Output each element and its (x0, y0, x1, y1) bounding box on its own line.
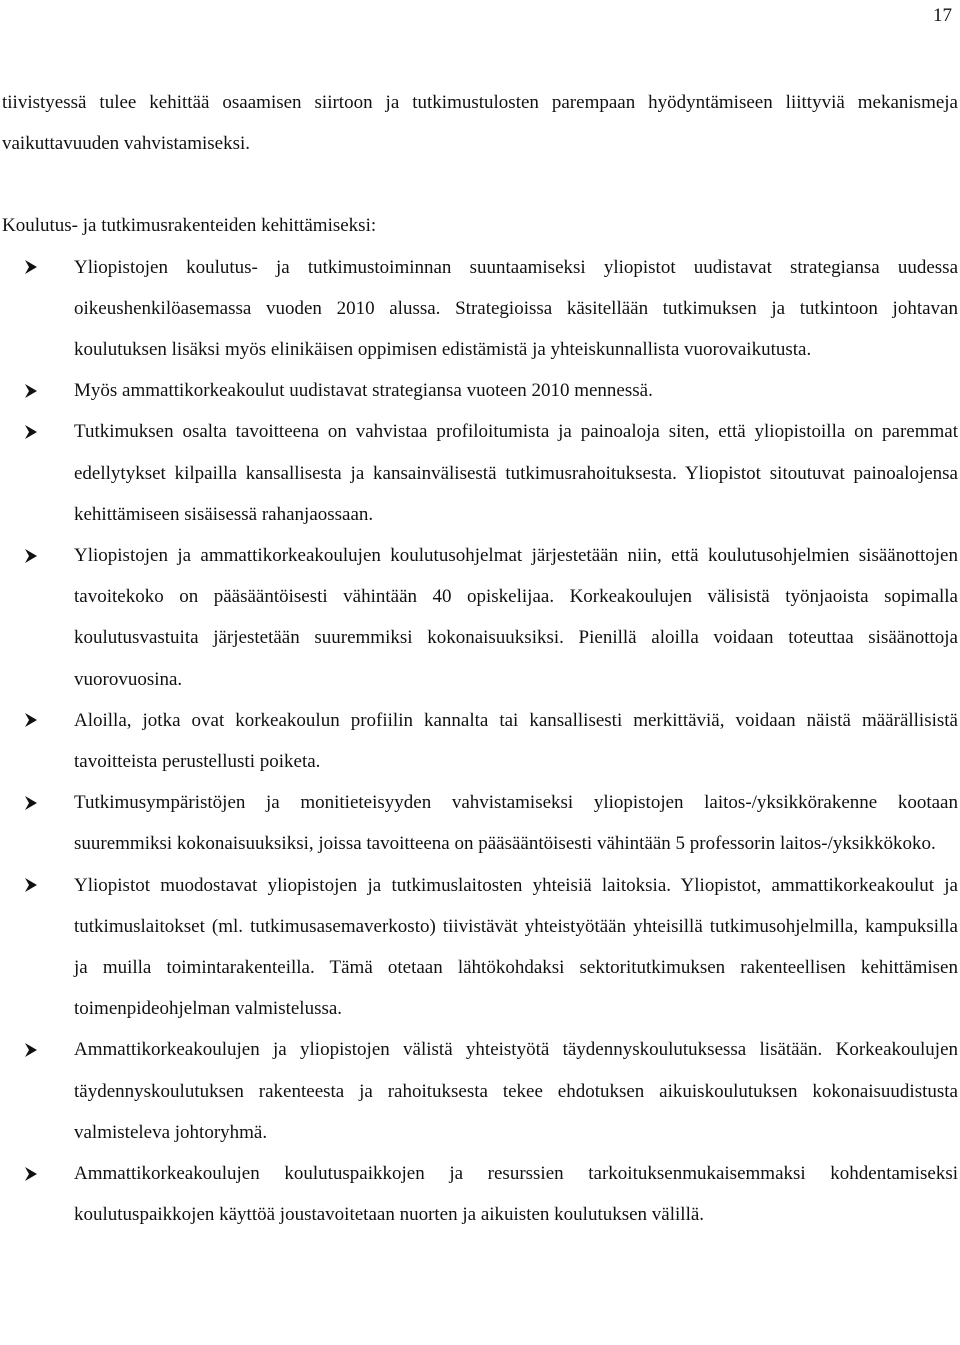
list-item (2, 1029, 958, 1153)
list-item-text: Aloilla, jotka ovat korkeakoulun profiilin kannalta tai kansallisesti merkittäviä, voidaan näistä määrällisistä tavoitteista perustellusti poiketa. (74, 709, 958, 773)
arrowhead-bullet-icon (24, 782, 40, 823)
arrowhead-bullet-icon (24, 700, 40, 741)
list-item-text: Ammattikorkeakoulujen koulutuspaikkojen ja resurssien tarkoituksenmukaisemmaksi kohdentamiseksi koulutuspaikkojen käyttöä joustavoitetaan nuorten ja aikuisten koulutuksen välillä. (74, 1163, 958, 1226)
list-item-text: Myös ammattikorkeakoulut uudistavat strategiansa vuoteen 2010 mennessä. (74, 380, 653, 402)
list-item (2, 700, 958, 782)
list-item (2, 535, 958, 700)
list-item (2, 411, 958, 535)
list-item (2, 1153, 958, 1235)
list-item (2, 247, 958, 371)
list-item-text: Ammattikorkeakoulujen ja yliopistojen välistä yhteistyötä täydennyskoulutuksessa lisätään. Korkeakoulujen täydennyskoulutuksen rakenteesta ja rahoituksesta tekee ehdotuksen aikuiskoulutuksen kokonaisuudistusta valmisteleva johtoryhmä. (74, 1039, 958, 1143)
arrowhead-bullet-icon (24, 411, 40, 452)
list-item-text: Tutkimusympäristöjen ja monitieteisyyden vahvistamiseksi yliopistojen laitos-/yksikkörakenne kootaan suuremmiksi kokonaisuuksiksi, joissa tavoitteena on pääsääntöisesti vähintään 5 professorin laitos-/yksikkökoko. (74, 792, 958, 855)
list-item-text: Yliopistot muodostavat yliopistojen ja tutkimuslaitosten yhteisiä laitoksia. Yliopistot, ammattikorkeakoulut ja tutkimuslaitokset (ml. tutkimusasemaverkosto) tiivistävät yhteistyötään yhteisillä tutkimusohjelmilla, kampuksilla ja muilla toimintarakenteilla. Tämä otetaan lähtökohdaksi sektoritutkimuksen rakenteellisen kehittämisen toimenpideohjelman valmistelussa. (74, 874, 958, 1020)
arrowhead-bullet-icon (24, 865, 40, 906)
arrowhead-bullet-icon (24, 1029, 40, 1070)
page-number: 17 (933, 5, 952, 26)
document-body (2, 82, 958, 1235)
arrowhead-bullet-icon (24, 535, 40, 576)
list-item-text: Yliopistojen ja ammattikorkeakoulujen koulutusohjelmat järjestetään niin, että koulutusohjelmien sisäänottojen tavoitekoko on pääsääntöisesti vähintään 40 opiskelijaa. Korkeakoulujen välisistä työnjaoista sopimalla koulutusvastuita järjestetään suuremmiksi kokonaisuuksiksi. Pienillä aloilla voidaan toteuttaa sisäänottoja vuorovuosina. (74, 545, 958, 690)
arrowhead-bullet-icon (24, 247, 40, 288)
list-item-text: Tutkimuksen osalta tavoitteena on vahvistaa profiloitumista ja painoaloja siten, että yliopistoilla on paremmat edellytykset kilpailla kansallisesta ja kansainvälisestä tutkimusrahoituksesta. Yliopistot sitoutuvat painoalojensa kehittämiseen sisäisessä rahanjaossaan. (74, 421, 958, 525)
bullet-list (2, 247, 958, 1236)
list-item (2, 370, 958, 411)
list-item (2, 782, 958, 864)
intro-paragraph: tiivistyessä tulee kehittää osaamisen siirtoon ja tutkimustulosten parempaan hyödyntämiseen liittyviä mekanismeja vaikuttavuuden vahvistamiseksi. (2, 92, 958, 155)
list-item-text: Yliopistojen koulutus- ja tutkimustoiminnan suuntaamiseksi yliopistot uudistavat strategiansa uudessa oikeushenkilöasemassa vuoden 2010 alussa. Strategioissa käsitellään tutkimuksen ja tutkintoon johtavan koulutuksen lisäksi myös elinikäisen oppimisen edistämistä ja yhteiskunnallista vuorovaikutusta. (74, 256, 958, 361)
section-heading: Koulutus- ja tutkimusrakenteiden kehittämiseksi: (2, 215, 377, 237)
arrowhead-bullet-icon (24, 1153, 40, 1194)
arrowhead-bullet-icon (24, 370, 40, 411)
list-item (2, 865, 958, 1030)
